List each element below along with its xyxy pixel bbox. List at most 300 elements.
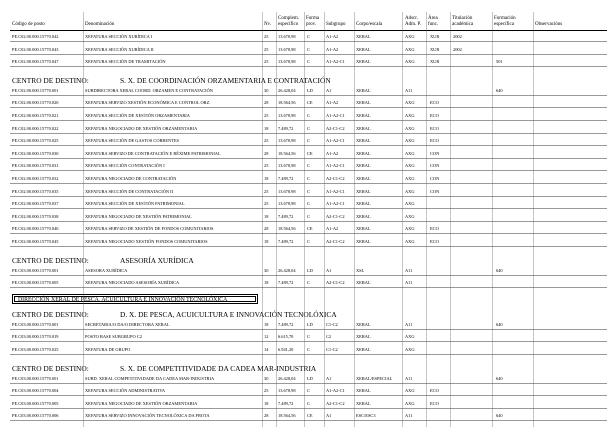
column-separator: [276, 12, 277, 427]
row-divider: [10, 354, 607, 355]
table-row: [0, 387, 615, 394]
cell-nv: 25: [264, 138, 269, 144]
cell-area: ECO: [430, 113, 439, 118]
cell-sub: A2-C1-C2: [326, 280, 345, 286]
row-divider: [10, 275, 607, 276]
cell-name: XEFATURA SERVIZO INNOVACIÓN TECNOLÓXICA DA FROTA: [85, 413, 210, 419]
cell-forma: C: [307, 213, 310, 219]
cell-code: PE.C02.00.000.15770.043: [12, 46, 59, 52]
cell-area: CON: [430, 188, 440, 194]
cell-adscr: A11: [405, 321, 413, 327]
row-divider: [10, 183, 607, 184]
cell-code: PE.C02.00.000.15770.042: [12, 34, 59, 39]
cell-name: XEFATURA NEGOCIADO XESTIÓN FONDOS COMUNITARIOS: [85, 239, 208, 244]
cell-nv: 18: [264, 280, 269, 286]
cell-sub: A2-C1-C2: [326, 125, 345, 131]
cell-forma: LD: [307, 321, 313, 327]
cell-adscr: AXG: [405, 163, 415, 169]
cell-sub: A2-C1-C2: [326, 213, 345, 219]
cell-nv: 28: [264, 413, 269, 419]
cell-adscr: AXG: [405, 100, 415, 106]
cell-name: XEFATURA SECCIÓN XURÍDICA II: [85, 46, 154, 52]
cell-forma: C: [307, 280, 310, 286]
cell-comp: 18.564,56: [278, 226, 296, 232]
cell-adscr: AXG: [405, 334, 415, 340]
table-row: [0, 333, 615, 340]
cell-comp: 13.678,98: [278, 34, 296, 39]
cell-code: PE.C02.00.000.15770.020: [12, 100, 59, 106]
cell-comp: 6.941,20: [278, 347, 294, 352]
cell-area: ECO: [430, 400, 439, 406]
row-divider: [10, 41, 607, 42]
cell-corpo: XERAL: [356, 321, 371, 327]
table-row: [0, 225, 615, 232]
cell-sub: C2: [326, 334, 332, 340]
header-adm: Adm. P.: [405, 22, 421, 27]
cell-nv: 18: [264, 321, 269, 327]
cell-nv: 25: [264, 388, 269, 394]
row-divider: [10, 341, 607, 342]
cell-forma: CE: [307, 100, 313, 106]
row-divider: [10, 133, 607, 134]
cell-sub: A1-A2: [326, 46, 339, 52]
cell-form: 640: [496, 375, 503, 381]
cell-nv: 25: [264, 34, 269, 39]
cell-adscr: AXG: [405, 59, 415, 65]
cell-code: PE.C02.00.000.15770.025: [12, 138, 59, 144]
table-row: [0, 321, 615, 328]
cell-nv: 18: [264, 400, 269, 406]
cell-forma: CE: [307, 226, 313, 232]
cell-comp: 26.428,04: [278, 375, 296, 381]
header-prov: prov.: [306, 22, 317, 27]
cell-name: ASESORA XURÍDICA: [85, 267, 128, 273]
row-divider: [10, 233, 607, 234]
cell-form: 640: [496, 413, 503, 419]
cell-forma: CE: [307, 413, 313, 419]
cell-sub: A1: [326, 413, 332, 419]
cell-sub: A1-A2-C1: [326, 163, 345, 169]
header-observacions: Observacións: [535, 22, 563, 27]
cell-code: PE.C02.00.000.15770.035: [12, 188, 59, 194]
cell-corpo: XERAL: [356, 150, 371, 156]
cell-corpo: ESC/ESC3: [356, 413, 376, 419]
cell-code: PE.C02.00.000.15770.021: [12, 113, 59, 118]
cell-name: SECRETARIA/O DA/O DIRECTORA XERAL: [85, 321, 170, 327]
cell-adscr: AXG: [405, 347, 415, 352]
cell-adscr: AXG: [405, 239, 415, 244]
cell-adscr: AXG: [405, 125, 415, 131]
section-value: ASESORÍA XURÍDICA: [120, 255, 194, 265]
cell-name: XEFATURA DE GRUPO: [85, 347, 131, 352]
cell-name: XEFATURA SECCIÓN ADMINISTRATIVA: [85, 388, 166, 394]
cell-corpo: XERAL: [356, 213, 371, 219]
cell-adscr: AXG: [405, 176, 415, 181]
cell-sub: A1: [326, 87, 332, 93]
cell-name: XEFATURA SERVIZO DE XESTIÓN DE FONDOS COMUNITARIOS: [85, 226, 214, 232]
cell-adscr: AXG: [405, 201, 415, 207]
row-divider: [10, 221, 607, 222]
cell-adscr: AXG: [405, 138, 415, 144]
column-separator: [492, 12, 493, 427]
table-row: [0, 238, 615, 245]
cell-corpo: XERAL: [356, 388, 371, 394]
cell-sub: A1-A2-C1: [326, 138, 345, 144]
cell-comp: 18.564,56: [278, 413, 296, 419]
cell-name: XEFATURA NEGOCIADO ASESORÍA XURÍDICA: [85, 280, 180, 286]
cell-name: XEFATURA SECCIÓN DE XESTIÓN ORZAMENTARIA: [85, 113, 190, 118]
table-row: [0, 58, 615, 65]
header-subgrupo: Subgrupo: [326, 22, 346, 27]
cell-comp: 13.678,98: [278, 46, 296, 52]
cell-area: ECO: [430, 138, 439, 144]
cell-name: XEFATURA SECCIÓN CONTRATACIÓN I: [85, 163, 165, 169]
cell-corpo: XERAL: [356, 34, 371, 39]
cell-forma: LD: [307, 267, 313, 273]
cell-comp: 26.428,04: [278, 87, 296, 93]
cell-area: ECO: [430, 388, 439, 394]
cell-corpo: XERAL: [356, 59, 371, 65]
cell-forma: C: [307, 163, 310, 169]
cell-adscr: AXG: [405, 188, 415, 194]
header-formacion: Formación: [494, 16, 516, 21]
row-divider: [10, 145, 607, 146]
cell-nv: 30: [264, 375, 269, 381]
cell-comp: 7.489,72: [278, 176, 294, 181]
header-academica: académica: [452, 22, 474, 27]
cell-code: PE.C03.00.000.15770.025: [12, 347, 59, 352]
cell-corpo: XERAL: [356, 334, 371, 340]
cell-adscr: AXG: [405, 400, 415, 406]
cell-code: PE.C03.00.000.15770.005: [12, 280, 59, 286]
cell-area: ECO: [430, 239, 439, 244]
cell-forma: C: [307, 59, 310, 65]
table-row: [0, 213, 615, 220]
cell-nv: 14: [264, 347, 269, 352]
cell-code: PE.C02.00.000.15770.038: [12, 213, 59, 219]
section-value: D. X. DE PESCA, ACUICULTURA E INNOVACIÓN TECNOLÓXICA: [120, 309, 337, 319]
header-name: Denominación: [85, 22, 115, 27]
cell-nv: 25: [264, 163, 269, 169]
row-divider: [10, 329, 607, 330]
cell-forma: C: [307, 188, 310, 194]
cell-sub: A1-A2: [326, 34, 339, 39]
row-divider: [10, 158, 607, 159]
cell-adscr: AXG: [405, 113, 415, 118]
cell-name: XEFATURA NEGOCIADO DE XESTIÓN ORZAMENTARIA: [85, 400, 198, 406]
table-row: [0, 112, 615, 119]
cell-forma: C: [307, 46, 310, 52]
cell-sub: A1: [326, 375, 332, 381]
cell-sub: A1-A2-C1: [326, 113, 345, 118]
cell-code: PE.C02.00.000.15770.047: [12, 59, 59, 65]
cell-adscr: A11: [405, 280, 413, 286]
cell-adscr: AXG: [405, 46, 415, 52]
cell-area: ECO: [430, 226, 439, 232]
cell-comp: 13.678,98: [278, 59, 296, 65]
table-row: [0, 175, 615, 182]
cell-sub: A1-A2-C1: [326, 59, 345, 65]
column-separator: [450, 12, 451, 427]
cell-sub: A1-A2-C1: [326, 188, 345, 194]
table-row: [0, 267, 615, 274]
row-divider: [10, 54, 607, 55]
cell-code: PE.C03.00.000.15770.005: [12, 400, 59, 406]
cell-adscr: AXG: [405, 213, 415, 219]
cell-forma: C: [307, 125, 310, 131]
column-separator: [304, 12, 305, 427]
table-row: [0, 46, 615, 53]
cell-corpo: XERAL/ESPECIAL: [356, 375, 393, 381]
cell-forma: C: [307, 34, 310, 39]
row-divider: [10, 287, 607, 288]
column-separator: [402, 12, 403, 427]
cell-forma: C: [307, 113, 310, 118]
cell-sub: A2-C1-C2: [326, 176, 345, 181]
cell-form: 640: [496, 87, 503, 93]
cell-name: XEFATURA SECCIÓN DE XESTIÓN PATRIMONIAL: [85, 201, 185, 207]
cell-adscr: AXG: [405, 34, 415, 39]
cell-comp: 13.678,98: [278, 138, 296, 144]
cell-name: XEFATURA SECCIÓN DE GASTOS CORRENTES: [85, 138, 180, 144]
header-especifica: específica: [494, 22, 514, 27]
header-func: func.: [428, 22, 439, 27]
cell-sub: A1-A2: [326, 226, 339, 232]
cell-forma: LD: [307, 375, 313, 381]
cell-name: SUBD. XERAL COMPETITIVIDADE DA CADEA MAR-INDUSTRIA: [85, 375, 215, 381]
table-row: [0, 125, 615, 132]
cell-nv: 25: [264, 59, 269, 65]
column-separator: [324, 12, 325, 427]
cell-adscr: A11: [405, 267, 413, 273]
cell-corpo: XERAL: [356, 280, 371, 286]
cell-name: XEFATURA SECCIÓN DE CONTRATACIÓN II: [85, 188, 174, 194]
cell-comp: 18.564,56: [278, 100, 296, 106]
header-area: Área: [428, 16, 438, 21]
header-titulacion: Titulación: [452, 16, 473, 21]
cell-adscr: AXG: [405, 150, 415, 156]
section-label: CENTRO DE DESTINO:: [12, 255, 89, 265]
cell-comp: 26.428,04: [278, 267, 296, 273]
cell-sub: A2-C1-C2: [326, 239, 345, 244]
cell-sub: A1: [326, 267, 332, 273]
cell-forma: C: [307, 388, 310, 394]
table-row: [0, 188, 615, 195]
section-label: CENTRO DE DESTINO:: [12, 363, 89, 373]
cell-corpo: XERAL: [356, 176, 371, 181]
cell-nv: 18: [264, 213, 269, 219]
cell-area: ECO: [430, 100, 439, 106]
cell-adscr: A11: [405, 375, 413, 381]
cell-sub: C1-C2: [326, 347, 338, 352]
cell-comp: 7.489,72: [278, 213, 294, 219]
cell-corpo: XERAL: [356, 100, 371, 106]
cell-nv: 28: [264, 100, 269, 106]
table-row: [0, 150, 615, 157]
table-row: [0, 412, 615, 419]
cell-sub: A1-A2-C1: [326, 388, 345, 394]
cell-corpo: XERAL: [356, 188, 371, 194]
cell-code: PE.C02.00.000.15770.032: [12, 176, 59, 181]
cell-comp: 7.489,72: [278, 321, 294, 327]
cell-tit: 2002: [453, 34, 462, 39]
cell-form: 501: [496, 59, 503, 65]
cell-code: PE.C02.00.000.15770.031: [12, 163, 59, 169]
cell-forma: C: [307, 201, 310, 207]
table-row: [0, 87, 615, 94]
section-value: S. X. DE COORDINACIÓN ORZAMENTARIA E CONTRATACIÓN: [120, 75, 331, 85]
cell-code: PE.C02.00.000.15770.022: [12, 125, 59, 131]
cell-name: XEFATURA SECCIÓN XURÍDICA I: [85, 34, 153, 39]
cell-adscr: A11: [405, 87, 413, 93]
cell-code: PE.C02.00.000.15770.030: [12, 150, 59, 156]
header-complem: Complem.: [278, 16, 299, 21]
cell-corpo: XERAL: [356, 113, 371, 118]
row-divider: [10, 208, 607, 209]
table-row: [0, 200, 615, 207]
cell-forma: CE: [307, 150, 313, 156]
column-separator: [426, 12, 427, 427]
column-separator: [83, 12, 84, 427]
cell-area: CON: [430, 150, 440, 156]
cell-corpo: XERAL: [356, 87, 371, 93]
table-row: [0, 137, 615, 144]
row-divider: [10, 408, 607, 409]
cell-corpo: XERAL: [356, 46, 371, 52]
cell-code: PE.C03.00.000.15770.019: [12, 334, 59, 340]
cell-tit: 2002: [453, 46, 462, 52]
cell-name: XEFATURA SERVIZO DE CONTRATACIÓN E RÉXIME PATRIMONIAL: [85, 150, 221, 156]
cell-corpo: XERAL: [356, 226, 371, 232]
table-row: [0, 33, 615, 40]
cell-sub: C1-C2: [326, 321, 338, 327]
cell-forma: LD: [307, 87, 313, 93]
cell-forma: C: [307, 176, 310, 181]
cell-comp: 7.489,72: [278, 400, 294, 406]
cell-nv: 25: [264, 46, 269, 52]
cell-nv: 30: [264, 87, 269, 93]
cell-code: PE.C02.00.000.15770.045: [12, 239, 59, 244]
row-divider: [10, 66, 607, 67]
row-divider: [10, 395, 607, 396]
cell-form: 640: [496, 321, 503, 327]
cell-corpo: XERAL: [356, 201, 371, 207]
header-code: Código de posto: [12, 22, 45, 27]
cell-code: PE.C03.00.000.15770.001: [12, 375, 59, 381]
cell-forma: C: [307, 334, 310, 340]
table-row: [0, 375, 615, 382]
cell-comp: 7.489,72: [278, 239, 294, 244]
cell-corpo: XERAL: [356, 400, 371, 406]
cell-comp: 7.489,72: [278, 280, 294, 286]
cell-code: PE.C02.00.000.15770.001: [12, 87, 59, 93]
cell-nv: 25: [264, 188, 269, 194]
directorate-heading-box: DIRECCIÓN XERAL DE PESCA, ACUICULTURA E INNOVACIÓN TECNOLÓXICA: [12, 294, 258, 304]
row-divider: [10, 95, 607, 96]
cell-name: XEFATURA SERVIZO XESTIÓN ECONÓMICA E CONTROL ORZ.: [85, 100, 211, 106]
cell-comp: 13.678,98: [278, 201, 296, 207]
row-divider: [10, 420, 607, 421]
cell-name: POSTO BASE SUBGRUPO C2: [85, 334, 142, 340]
cell-code: PE.C03.00.000.15770.006: [12, 413, 59, 419]
cell-corpo: XERAL: [356, 347, 371, 352]
row-divider: [10, 383, 607, 384]
cell-nv: 28: [264, 226, 269, 232]
table-row: [0, 400, 615, 407]
cell-area: XUR: [430, 46, 440, 52]
cell-nv: 28: [264, 150, 269, 156]
cell-forma: C: [307, 138, 310, 144]
column-separator: [354, 12, 355, 427]
cell-comp: 7.489,72: [278, 125, 294, 131]
cell-code: PE.C03.00.000.15770.001: [12, 321, 59, 327]
cell-comp: 13.678,98: [278, 113, 296, 118]
header-nv: Nv.: [264, 22, 272, 27]
section-value: S. X. DE COMPETITIVIDADE DA CADEA MAR-INDUSTRIA: [120, 363, 317, 373]
section-label: CENTRO DE DESTINO:: [12, 309, 89, 319]
cell-area: CON: [430, 163, 440, 169]
column-separator: [533, 12, 534, 427]
cell-corpo: XSL: [356, 267, 365, 273]
cell-code: PE.C02.00.000.15770.040: [12, 226, 59, 232]
cell-comp: 18.564,56: [278, 150, 296, 156]
header-forma: Forma: [306, 16, 320, 21]
cell-name: XEFATURA NEGOCIADO DE CONTRATACIÓN: [85, 176, 177, 181]
cell-corpo: XERAL: [356, 239, 371, 244]
cell-nv: 25: [264, 113, 269, 118]
table-row: [0, 99, 615, 106]
cell-sub: A1-A2: [326, 100, 339, 106]
cell-adscr: AXG: [405, 226, 415, 232]
cell-area: XUR: [430, 59, 440, 65]
cell-name: XEFATURA SECCIÓN DE TRAMITACIÓN: [85, 59, 166, 65]
row-divider: [10, 170, 607, 171]
cell-area: ECO: [430, 125, 439, 131]
section-label: CENTRO DE DESTINO:: [12, 75, 89, 85]
cell-name: XEFATURA NEGOCIADO DE XESTIÓN ORZAMENTARIA: [85, 125, 198, 131]
cell-comp: 6.615,70: [278, 334, 294, 340]
cell-form: 640: [496, 267, 503, 273]
header-specific: específico: [278, 22, 299, 27]
cell-adscr: A11: [405, 413, 413, 419]
cell-nv: 25: [264, 201, 269, 207]
cell-code: PE.C03.00.000.15770.001: [12, 267, 59, 273]
column-separator: [262, 12, 263, 427]
table-row: [0, 346, 615, 353]
cell-comp: 13.678,98: [278, 388, 296, 394]
header-rule: [10, 30, 607, 31]
cell-forma: C: [307, 400, 310, 406]
cell-name: XEFATURA NEGOCIADO DE XESTIÓN PATRIMONIAL: [85, 213, 192, 219]
cell-nv: 30: [264, 267, 269, 273]
header-adscr: Adscr.: [405, 16, 418, 21]
cell-nv: 18: [264, 125, 269, 131]
cell-code: PE.C03.00.000.15770.004: [12, 388, 59, 394]
cell-comp: 13.678,98: [278, 163, 296, 169]
cell-corpo: XERAL: [356, 138, 371, 144]
cell-nv: 12: [264, 334, 269, 340]
row-divider: [10, 196, 607, 197]
cell-sub: A2-C1-C2: [326, 400, 345, 406]
cell-forma: C: [307, 347, 310, 352]
cell-nv: 18: [264, 176, 269, 181]
header-corpo: Corpo/escala: [356, 22, 383, 27]
row-divider: [10, 107, 607, 108]
row-divider: [10, 120, 607, 121]
cell-name: SUBDIRECTORA XERAL COORD. ORZAMEN E CONTRATACIÓN: [85, 87, 213, 93]
row-divider: [10, 246, 607, 247]
table-row: [0, 279, 615, 286]
